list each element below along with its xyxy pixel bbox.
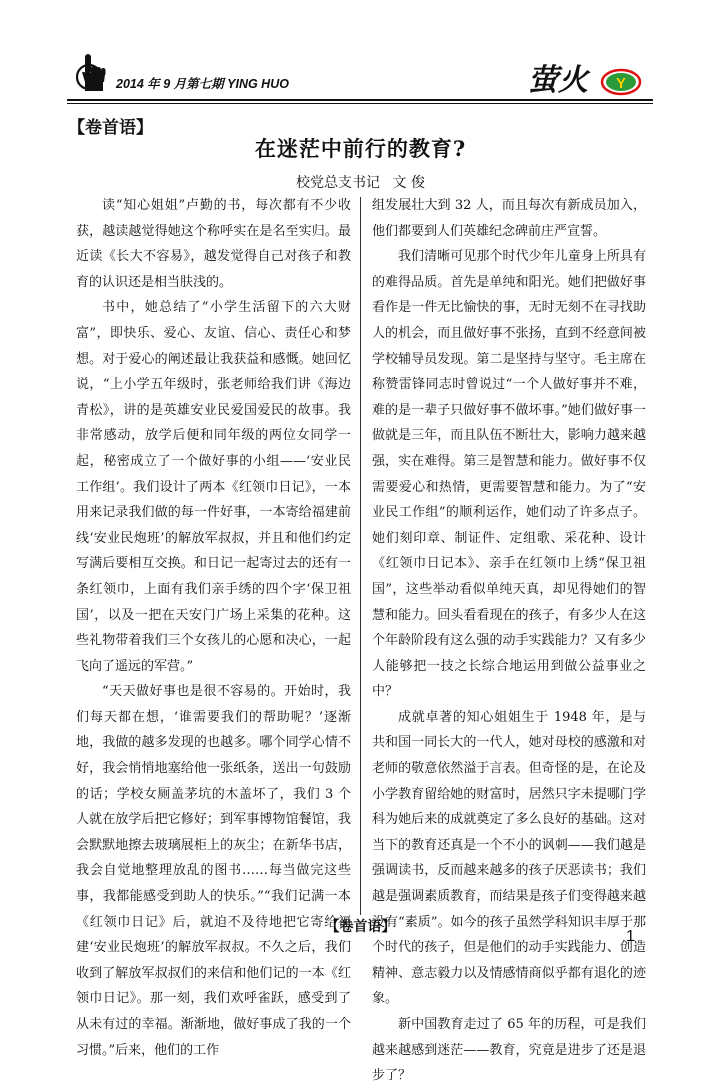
article-title: 在迷茫中前行的教育?: [254, 136, 467, 161]
column-divider: [360, 197, 361, 915]
byline: [0, 172, 721, 192]
paragraph: 新中国教育走过了 65 年的历程，可是我们越来越感到迷茫——教育，究竟是进步了还是退步了？: [372, 1017, 646, 1084]
hand-pointer-logo-icon: [76, 52, 110, 94]
section-label: 【卷首语】: [68, 118, 153, 138]
author-role: 校党总支书记: [296, 175, 381, 191]
paragraph: 书中，她总结了“小学生活留下的六大财富”，即快乐、爱心、友谊、信心、责任心和梦想。对于爱心的阐述最让我获益和感慨。她回忆说，“上小学五年级时，张老师给我们讲《海边青松》，讲的是英雄安业民爱国爱民的故事。我非常感动，放学后便和同年级的两位女同学一起，秘密成立了一个做好事的小组——‘安业民工作组’。我们设计了两本《红领巾日记》，一本用来记录我们做的每一件好事，一本寄给福建前线‘安业民炮班’的解放军叔叔，并且和他们约定写满后要相互交换。和日记一起寄过去的还有一条红领巾，上面有我们亲手绣的四个字‘保卫祖国’，以及一把在天安门广场上采集的花种。这些礼物带着我们三个女孩儿的心愿和决心，一起飞向了遥远的军营。”: [76, 300, 351, 674]
logo-badge-letter: Y: [615, 75, 627, 92]
page-number: 1: [626, 928, 635, 945]
ying-huo-logo: [526, 56, 644, 102]
issue-info: 2014 年 9 月第七期 YING HUO: [116, 77, 289, 91]
paragraph: 组发展壮大到 32 人，而且每次有新成员加入，他们都要到人们英雄纪念碑前庄严宣誓。: [372, 198, 646, 239]
footer-section-label: 【卷首语】: [325, 919, 396, 935]
header-rule: [67, 99, 653, 101]
logo-calligraphy-text: 萤火: [528, 63, 588, 98]
paragraph: 我们清晰可见那个时代少年儿童身上所具有的难得品质。首先是单纯和阳光。她们把做好事看作是一件无比愉快的事，无时无刻不在寻找助人的机会，而且做好事不张扬，直到不经意间被学校辅导员发现。第二是坚持与坚守。毛主席在称赞雷锋同志时曾说过“一个人做好事并不难，难的是一辈子只做好事不做坏事。”她们做好事一做就是三年，而且队伍不断壮大，影响力越来越强，实在难得。第三是智慧和能力。做好事不仅需要爱心和热情，更需要智慧和能力。为了“安业民工作组”的顺利运作，她们动了许多点子。她们刻印章、制证件、定组歌、采花种、设计《红领巾日记本》、亲手在红领巾上绣“保卫祖国”，这些举动看似单纯天真，却见得她们的智慧和能力。回头看看现在的孩子，有多少人在这个年龄阶段有这么强的动手实践能力？又有多少人能够把一技之长综合地运用到做公益事业之中？: [372, 249, 646, 700]
article-right-column: [372, 193, 646, 1089]
author-name: 文 俊: [392, 175, 425, 191]
paragraph: 读“知心姐姐”卢勤的书，每次都有不少收获，越读越觉得她这个称呼实在是名至实归。最近读《长大不容易》，越发觉得自己对孩子和教育的认识还是相当肤浅的。: [76, 198, 351, 290]
header-rule-thin: [67, 103, 653, 104]
paragraph: “天天做好事也是很不容易的。开始时，我们每天都在想，‘谁需要我们的帮助呢？’逐渐地，我做的越多发现的也越多。哪个同学心情不好，我会悄悄地塞给他一张纸条，送出一句鼓励的话；学校女厕盖茅坑的木盖坏了，我们 3 个人就在放学后把它修好；到军事博物馆餐馆，我会默默地擦去玻璃展柜上的灰尘；在新华书店，我会自觉地整理放乱的图书……每当做完这些事，我都能感受到助人的快乐。”“我们记满一本《红领巾日记》后，就迫不及待地把它寄给福建‘安业民炮班’的解放军叔叔。不久之后，我们收到了解放军叔叔们的来信和他们记的一本《红领巾日记》。那一刻，我们欢呼雀跃，感受到了从未有过的幸福。渐渐地，做好事成了我的一个习惯。”后来，他们的工作: [76, 684, 351, 1058]
paragraph: 成就卓著的知心姐姐生于 1948 年，是与共和国一同长大的一代人，她对母校的感激和对老师的敬意依然溢于言表。但奇怪的是，在论及小学教育留给她的财富时，居然只字未提哪门学科为她后来的成就奠定了多么良好的基础。这对当下的教育还真是一个不小的讽刺——我们越是强调读书，反而越来越多的孩子厌恶读书；我们越是强调素质教育，而结果是孩子们变得越来越没有“素质”。如今的孩子虽然学科知识丰厚于那个时代的孩子，但是他们的动手实践能力、创造精神、意志毅力以及情感情商似乎都有退化的迹象。: [372, 709, 646, 1007]
